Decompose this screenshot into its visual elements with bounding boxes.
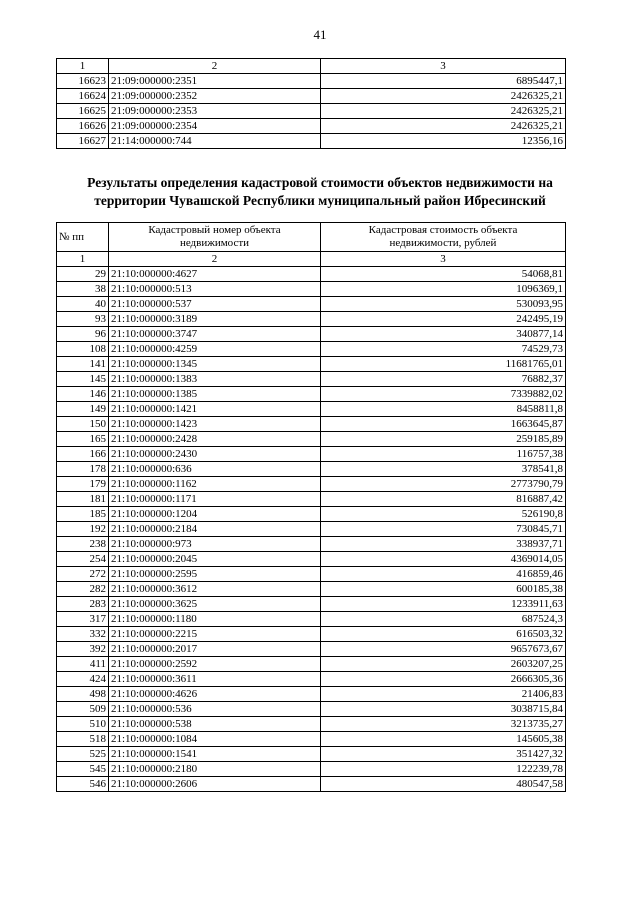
row-number: 185	[57, 507, 109, 522]
row-number: 282	[57, 582, 109, 597]
cadastral-value: 2426325,21	[321, 119, 566, 134]
cadastral-value: 3038715,84	[321, 702, 566, 717]
cadastral-value: 9657673,67	[321, 642, 566, 657]
cadastral-value: 54068,81	[321, 267, 566, 282]
cadastral-number: 21:09:000000:2351	[109, 74, 321, 89]
cadastral-value: 2426325,21	[321, 104, 566, 119]
cadastral-number: 21:10:000000:4259	[109, 342, 321, 357]
row-number: 546	[57, 777, 109, 792]
cadastral-value: 11681765,01	[321, 357, 566, 372]
cadastral-value: 1096369,1	[321, 282, 566, 297]
cadastral-value: 4369014,05	[321, 552, 566, 567]
cadastral-number: 21:10:000000:1383	[109, 372, 321, 387]
table-row	[57, 747, 566, 762]
cadastral-number: 21:10:000000:2180	[109, 762, 321, 777]
cadastral-number: 21:10:000000:3612	[109, 582, 321, 597]
row-number: 145	[57, 372, 109, 387]
cadastral-number: 21:10:000000:1180	[109, 612, 321, 627]
row-number: 40	[57, 297, 109, 312]
row-number: 283	[57, 597, 109, 612]
cadastral-number: 21:10:000000:636	[109, 462, 321, 477]
row-number: 317	[57, 612, 109, 627]
column-index-row	[57, 252, 566, 267]
cadastral-number: 21:10:000000:3747	[109, 327, 321, 342]
table-row	[57, 642, 566, 657]
table-row	[57, 74, 566, 89]
table-row	[57, 402, 566, 417]
cadastral-number: 21:10:000000:1423	[109, 417, 321, 432]
row-number: 149	[57, 402, 109, 417]
row-number: 178	[57, 462, 109, 477]
row-number: 93	[57, 312, 109, 327]
table-row	[57, 582, 566, 597]
table-row	[57, 777, 566, 792]
row-number: 392	[57, 642, 109, 657]
table-row	[57, 372, 566, 387]
header-cadastral-number	[109, 223, 321, 252]
row-number: 16624	[57, 89, 109, 104]
cadastral-value: 530093,95	[321, 297, 566, 312]
cadastral-number: 21:10:000000:1385	[109, 387, 321, 402]
cadastral-number: 21:10:000000:2184	[109, 522, 321, 537]
header-cadastral-line-2: недвижимости	[179, 237, 250, 249]
cadastral-value: 1663645,87	[321, 417, 566, 432]
table-row	[57, 312, 566, 327]
row-number: 510	[57, 717, 109, 732]
cadastral-number: 21:10:000000:1171	[109, 492, 321, 507]
table-row	[57, 657, 566, 672]
cadastral-value: 6895447,1	[321, 74, 566, 89]
table-row	[57, 567, 566, 582]
table-header-row	[57, 223, 566, 252]
cadastral-number: 21:09:000000:2352	[109, 89, 321, 104]
table-row	[57, 597, 566, 612]
cadastral-value: 259185,89	[321, 432, 566, 447]
cadastral-number: 21:10:000000:1162	[109, 477, 321, 492]
row-number: 179	[57, 477, 109, 492]
cadastral-number: 21:10:000000:1345	[109, 357, 321, 372]
section-title-line-1: Результаты определения кадастровой стоимости объектов недвижимости на	[87, 175, 553, 190]
cadastral-value: 338937,71	[321, 537, 566, 552]
page-number: 41	[313, 27, 327, 42]
cadastral-value: 600185,38	[321, 582, 566, 597]
cadastral-value: 2666305,36	[321, 672, 566, 687]
row-number: 16625	[57, 104, 109, 119]
cadastral-value: 12356,16	[321, 134, 566, 149]
column-index-1: 1	[57, 252, 109, 267]
cadastral-value: 816887,42	[321, 492, 566, 507]
table-row	[57, 357, 566, 372]
table-row	[57, 732, 566, 747]
row-number: 424	[57, 672, 109, 687]
table-row	[57, 104, 566, 119]
cadastral-value: 242495,19	[321, 312, 566, 327]
cadastral-value: 526190,8	[321, 507, 566, 522]
cadastral-value: 8458811,8	[321, 402, 566, 417]
column-index-2: 2	[109, 252, 321, 267]
row-number: 192	[57, 522, 109, 537]
cadastral-value-table	[56, 222, 566, 792]
table-row	[57, 702, 566, 717]
header-value-line-1: Кадастровая стоимость объекта	[368, 224, 518, 236]
cadastral-number: 21:10:000000:1541	[109, 747, 321, 762]
cadastral-value: 122239,78	[321, 762, 566, 777]
cadastral-number: 21:10:000000:2045	[109, 552, 321, 567]
header-cadastral-line-1: Кадастровый номер объекта	[148, 224, 281, 236]
cadastral-value: 416859,46	[321, 567, 566, 582]
table-row	[57, 432, 566, 447]
cadastral-value: 74529,73	[321, 342, 566, 357]
table-row	[57, 552, 566, 567]
row-number: 150	[57, 417, 109, 432]
cadastral-number: 21:10:000000:513	[109, 282, 321, 297]
cadastral-number: 21:10:000000:1204	[109, 507, 321, 522]
column-index-3: 3	[321, 59, 566, 74]
cadastral-value: 378541,8	[321, 462, 566, 477]
table-row	[57, 717, 566, 732]
header-number: № пп	[57, 223, 109, 252]
row-number: 108	[57, 342, 109, 357]
table-row	[57, 762, 566, 777]
table-row	[57, 627, 566, 642]
cadastral-number: 21:10:000000:3625	[109, 597, 321, 612]
cadastral-number: 21:10:000000:2215	[109, 627, 321, 642]
row-number: 498	[57, 687, 109, 702]
column-index-1: 1	[57, 59, 109, 74]
cadastral-value: 116757,38	[321, 447, 566, 462]
row-number: 16626	[57, 119, 109, 134]
cadastral-number: 21:10:000000:2592	[109, 657, 321, 672]
cadastral-number: 21:09:000000:2354	[109, 119, 321, 134]
row-number: 518	[57, 732, 109, 747]
cadastral-value: 340877,14	[321, 327, 566, 342]
row-number: 272	[57, 567, 109, 582]
row-number: 165	[57, 432, 109, 447]
section-title-line-2: территории Чувашской Республики муниципальный район Ибресинский	[94, 193, 546, 208]
cadastral-number: 21:10:000000:536	[109, 702, 321, 717]
table-row	[57, 447, 566, 462]
table-row	[57, 522, 566, 537]
cadastral-number: 21:10:000000:1421	[109, 402, 321, 417]
row-number: 96	[57, 327, 109, 342]
cadastral-number: 21:10:000000:4627	[109, 267, 321, 282]
cadastral-value: 480547,58	[321, 777, 566, 792]
table-row	[57, 417, 566, 432]
row-number: 141	[57, 357, 109, 372]
header-cadastral-value	[321, 223, 566, 252]
cadastral-number: 21:10:000000:3611	[109, 672, 321, 687]
row-number: 38	[57, 282, 109, 297]
table-row	[57, 462, 566, 477]
table-row	[57, 477, 566, 492]
cadastral-value: 687524,3	[321, 612, 566, 627]
row-number: 332	[57, 627, 109, 642]
cadastral-value: 145605,38	[321, 732, 566, 747]
cadastral-number: 21:10:000000:2428	[109, 432, 321, 447]
table-row	[57, 282, 566, 297]
table-row	[57, 387, 566, 402]
row-number: 181	[57, 492, 109, 507]
section-title	[40, 174, 600, 210]
cadastral-number: 21:10:000000:2595	[109, 567, 321, 582]
table-row	[57, 492, 566, 507]
cadastral-value: 2603207,25	[321, 657, 566, 672]
row-number: 146	[57, 387, 109, 402]
cadastral-value: 2426325,21	[321, 89, 566, 104]
cadastral-number: 21:10:000000:1084	[109, 732, 321, 747]
row-number: 525	[57, 747, 109, 762]
cadastral-value: 21406,83	[321, 687, 566, 702]
cadastral-value: 351427,32	[321, 747, 566, 762]
cadastral-value: 3213735,27	[321, 717, 566, 732]
table-row	[57, 297, 566, 312]
cadastral-value: 7339882,02	[321, 387, 566, 402]
row-number: 545	[57, 762, 109, 777]
row-number: 16623	[57, 74, 109, 89]
cadastral-number: 21:10:000000:973	[109, 537, 321, 552]
header-value-line-2: недвижимости, рублей	[389, 237, 497, 249]
continued-table	[56, 58, 566, 149]
column-index-3: 3	[321, 252, 566, 267]
row-number: 16627	[57, 134, 109, 149]
table-row	[57, 267, 566, 282]
cadastral-number: 21:10:000000:2017	[109, 642, 321, 657]
cadastral-number: 21:10:000000:3189	[109, 312, 321, 327]
cadastral-number: 21:09:000000:2353	[109, 104, 321, 119]
column-index-row	[57, 59, 566, 74]
column-index-2: 2	[109, 59, 321, 74]
cadastral-number: 21:10:000000:537	[109, 297, 321, 312]
cadastral-number: 21:14:000000:744	[109, 134, 321, 149]
cadastral-value: 1233911,63	[321, 597, 566, 612]
cadastral-number: 21:10:000000:4626	[109, 687, 321, 702]
row-number: 29	[57, 267, 109, 282]
table-row	[57, 537, 566, 552]
row-number: 254	[57, 552, 109, 567]
cadastral-number: 21:10:000000:2606	[109, 777, 321, 792]
table-row	[57, 119, 566, 134]
row-number: 411	[57, 657, 109, 672]
table-row	[57, 687, 566, 702]
table-row	[57, 507, 566, 522]
cadastral-value: 730845,71	[321, 522, 566, 537]
cadastral-value: 76882,37	[321, 372, 566, 387]
cadastral-value: 2773790,79	[321, 477, 566, 492]
cadastral-number: 21:10:000000:538	[109, 717, 321, 732]
table-row	[57, 327, 566, 342]
table-row	[57, 612, 566, 627]
table-row	[57, 672, 566, 687]
table-row	[57, 134, 566, 149]
cadastral-value: 616503,32	[321, 627, 566, 642]
row-number: 238	[57, 537, 109, 552]
table-row	[57, 342, 566, 357]
table-row	[57, 89, 566, 104]
row-number: 509	[57, 702, 109, 717]
cadastral-number: 21:10:000000:2430	[109, 447, 321, 462]
row-number: 166	[57, 447, 109, 462]
